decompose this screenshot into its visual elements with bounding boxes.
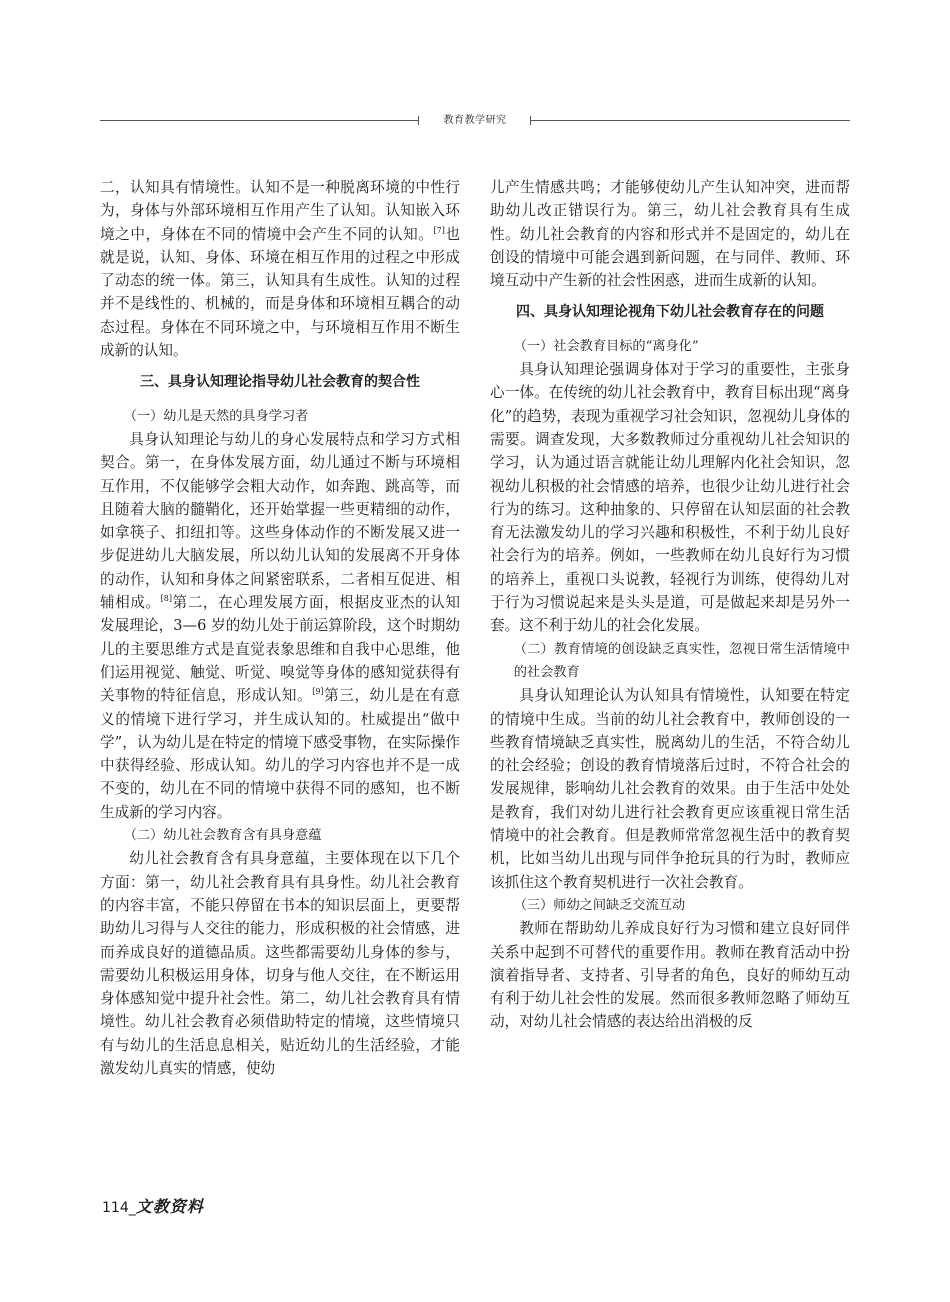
paragraph: [100, 176, 460, 362]
paragraph: 教师在帮助幼儿养成良好行为习惯和建立良好同伴关系中起到不可替代的重要作用。教师在教育活动中扮演着指导者、支持者、引导者的角色，良好的师幼互动有利于幼儿社会性的发展。然而很多教师忽略了师幼互动，对幼儿社会情感的表达给出消极的反: [490, 920, 850, 1031]
paragraph-text: 二，认知具有情境性。认知不是一种脱离环境的中性行为，身体与外部环境相互作用产生了认知。认知嵌入环境之中，身体在不同的情境中会产生不同的认知。: [100, 179, 460, 243]
subsection-heading: （一）社会教育目标的“离身化”: [513, 338, 699, 354]
page-footer: [102, 1196, 204, 1219]
section-heading: 三、具身认知理论指导幼儿社会教育的契合性: [140, 374, 420, 391]
journal-logo: 文教资料: [135, 1197, 204, 1216]
citation-ref: [8]: [160, 594, 172, 604]
paragraph-text: 也就是说，认知、身体、环境在相互作用的过程之中形成了动态的统一体。第三，认知具有生成性。认知的过程并不是线性的、机械的，而是身体和环境相互耦合的动态过程。身体在不同环境之中，与环境相互作用不断生成新的认知。: [100, 225, 460, 360]
paragraph-text: 第三，幼儿是在有意义的情境下进行学习，并生成认知的。杜威提出“做中学”，认为幼儿是在特定的情境下感受事物，在实际操作中获得经验、形成认知。幼儿的学习内容也并不是一成不变的，幼儿在不同的情境中获得不同的感知，也不断生成新的学习内容。: [100, 687, 460, 821]
subsection-heading: （二）教育情境的创设缺乏真实性，忽视日常生活情境中的社会教育: [513, 641, 850, 680]
citation-ref: [7]: [433, 225, 445, 235]
paragraph: 儿产生情感共鸣；才能够使幼儿产生认知冲突，进而帮助幼儿改正错误行为。第三，幼儿社会教育具有生成性。幼儿社会教育的内容和形式并不是固定的，幼儿在创设的情境中可能会遇到新问题，在与同伴、教师、环境互动中产生新的社会性困惑，进而生成新的认知。: [490, 179, 850, 290]
running-header: [100, 112, 850, 130]
paragraph-text: 第二，在心理发展方面，根据皮亚杰的认知发展理论，3—6 岁的幼儿处于前运算阶段，这个时期幼儿的主要思维方式是直觉表象思维和自我中心思维，他们运用视觉、触觉、听觉、嗅觉等身体的感知觉获得有关事物的特征信息，形成认知。: [100, 594, 460, 705]
header-rule-right: [530, 120, 850, 121]
subsection-heading: （一）幼儿是天然的具身学习者: [123, 408, 309, 424]
section-heading: 四、具身认知理论视角下幼儿社会教育存在的问题: [516, 304, 824, 321]
subsection-heading: （二）幼儿社会教育含有具身意蕴: [123, 828, 322, 844]
paragraph: 具身认知理论强调身体对于学习的重要性，主张身心一体。在传统的幼儿社会教育中，教育目标出现“离身化”的趋势，表现为重视学习社会知识，忽视幼儿身体的需要。调查发现，大多数教师过分重视幼儿社会知识的学习，认为通过语言就能让幼儿理解内化社会知识，忽视幼儿积极的社会情感的培养，也很少让幼儿进行社会行为的练习。这种抽象的、只停留在认知层面的社会教育无法激发幼儿的学习兴趣和积极性，不利于幼儿良好社会行为的培养。例如，一些教师在幼儿良好行为习惯的培养上，重视口头说教，轻视行为训练，使得幼儿对于行为习惯说起来是头头是道，可是做起来却是另外一套。这不利于幼儿的社会化发展。: [490, 361, 850, 635]
page-number: 114_: [102, 1200, 136, 1216]
right-column: [490, 176, 850, 1034]
citation-ref: [9]: [312, 687, 324, 697]
paragraph: 具身认知理论认为认知具有情境性，认知要在特定的情境中生成。当前的幼儿社会教育中，教师创设的一些教育情境缺乏真实性，脱离幼儿的生活，不符合幼儿的社会经验；创设的教育情境落后过时，不符合社会的发展规律，影响幼儿社会教育的效果。由于生活中处处是教育，我们对幼儿进行社会教育更应该重视日常生活情境中的社会教育。但是教师常常忽视生活中的教育契机，比如当幼儿出现与同伴争抢玩具的行为时，教师应该抓住这个教育契机进行一次社会教育。: [490, 687, 850, 891]
header-tick-left: [418, 116, 419, 125]
subsection-heading: （三）师幼之间缺乏交流互动: [513, 897, 686, 913]
paragraph-text: 具身认知理论与幼儿的身心发展特点和学习方式相契合。第一，在身体发展方面，幼儿通过不断与环境相互作用，不仅能够学会粗大动作，如奔跑、跳高等，而且随着大脑的髓鞘化，还开始掌握一些更精细的动作，如拿筷子、扣纽扣等。这些身体动作的不断发展又进一步促进幼儿大脑发展，所以幼儿认知的发展离不开身体的动作，认知和身体之间紧密联系，二者相互促进、相辅相成。: [100, 430, 460, 612]
header-rule-left: [100, 120, 418, 121]
running-header-title: 教育教学研究: [443, 115, 507, 126]
left-column: [100, 176, 460, 1080]
paragraph: [100, 428, 460, 824]
paragraph: 幼儿社会教育含有具身意蕴，主要体现在以下几个方面：第一，幼儿社会教育具有具身性。幼儿社会教育的内容丰富，不能只停留在书本的知识层面上，更要帮助幼儿习得与人交往的能力，形成积极的社会情感，进而养成良好的道德品质。这些都需要幼儿身体的参与，需要幼儿积极运用身体，切身与他人交往，在不断运用身体感知觉中提升社会性。第二，幼儿社会教育具有情境性。幼儿社会教育必须借助特定的情境，这些情境只有与幼儿的生活息息相关，贴近幼儿的生活经验，才能激发幼儿真实的情感，使幼: [100, 850, 460, 1077]
